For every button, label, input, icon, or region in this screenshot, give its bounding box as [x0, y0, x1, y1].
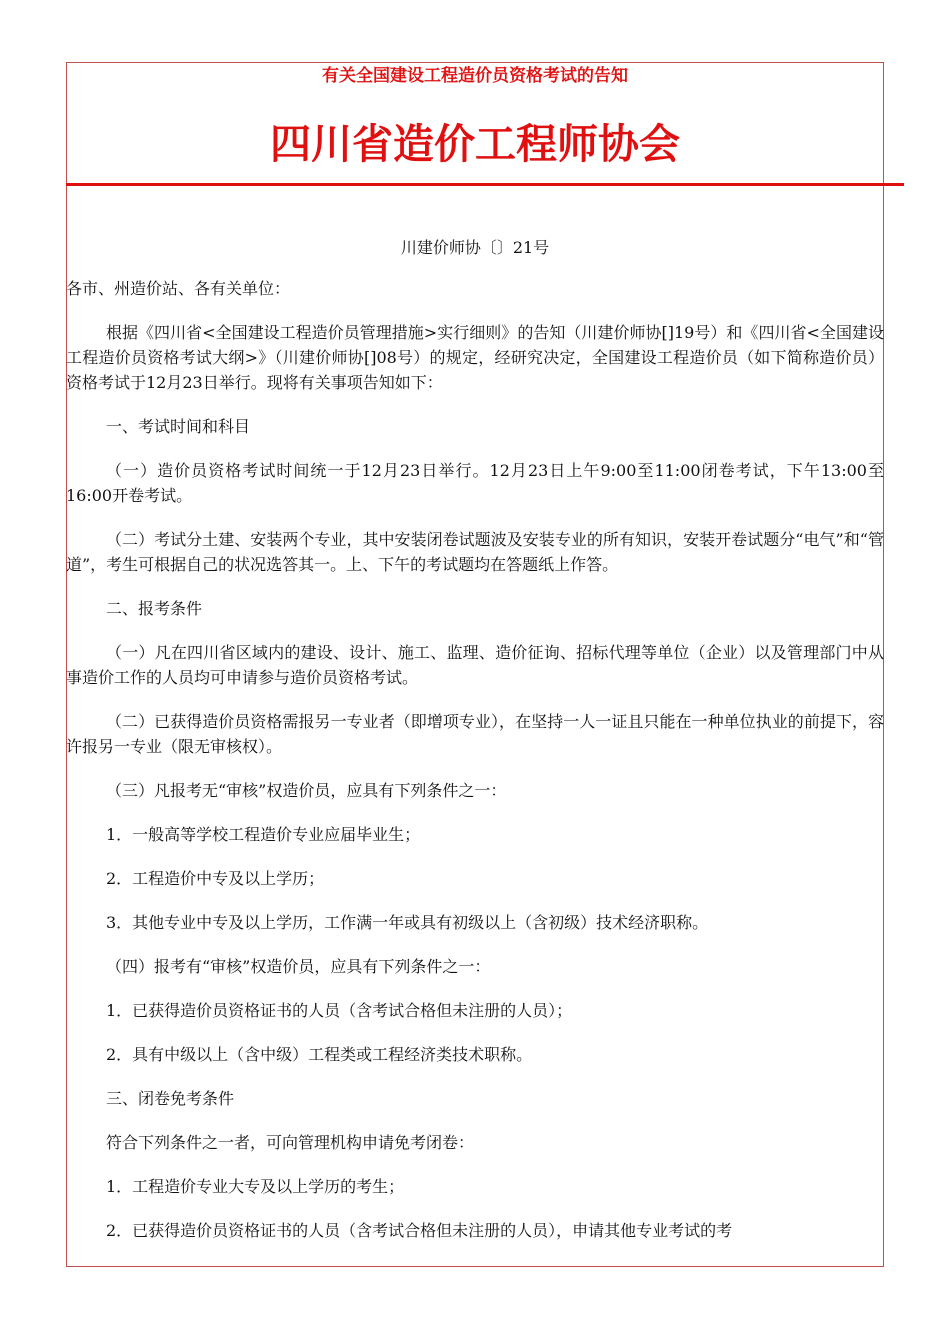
section-heading-eligibility: 二、报考条件: [106, 599, 203, 618]
red-divider-line: [66, 183, 904, 186]
paragraph-eligibility-4: （四）报考有“审核”权造价员，应具有下列条件之一：: [106, 957, 491, 976]
paragraph-intro: 根据《四川省<全国建设工程造价员管理措施>实行细则》的告知（川建价师协[]19号）和《四川省<全国建设工程造价员资格考试大纲>》（川建价师协[]08号）的规定，经研究决定，全国建设工程造价员（如下简称造价员）资格考试于12月23日举行。现将有关事项告知如下：: [66, 323, 884, 392]
paragraph-eligibility-1: （一）凡在四川省区域内的建设、设计、施工、监理、造价征询、招标代理等单位（企业）以及管理部门中从事造价工作的人员均可申请参与造价员资格考试。: [66, 643, 884, 687]
list-item: 2．工程造价中专及以上学历；: [106, 869, 325, 888]
paragraph-eligibility-3: （三）凡报考无“审核”权造价员，应具有下列条件之一：: [106, 781, 507, 800]
paragraph-exemption-intro: 符合下列条件之一者，可向管理机构申请免考闭卷：: [106, 1133, 475, 1152]
section-heading-exam-time: 一、考试时间和科目: [106, 417, 251, 436]
section-heading-exemption: 三、闭卷免考条件: [106, 1089, 235, 1108]
paragraph-eligibility-2: （二）已获得造价员资格需报另一专业者（即增项专业），在坚持一人一证且只能在一种单位执业的前提下，容许报另一专业（限无审核权）。: [66, 712, 884, 756]
list-item: 3．其他专业中专及以上学历，工作满一年或具有初级以上（含初级）技术经济职称。: [106, 913, 709, 932]
list-item: 1．已获得造价员资格证书的人员（含考试合格但未注册的人员）；: [106, 1001, 573, 1020]
organization-title: 四川省造价工程师协会: [270, 120, 680, 168]
document-body: [66, 276, 884, 1262]
list-item: 1．工程造价专业大专及以上学历的考生；: [106, 1177, 405, 1196]
paragraph-exam-schedule: （一）造价员资格考试时间统一于12月23日举行。12月23日上午9:00至11:00闭卷考试，下午13:00至16:00开卷考试。: [66, 461, 884, 505]
salutation: 各市、州造价站、各有关单位：: [66, 279, 291, 298]
document-number: 川建价师协〔〕21号: [400, 238, 550, 257]
paragraph-exam-subjects: （二）考试分土建、安装两个专业，其中安装闭卷试题波及安装专业的所有知识，安装开卷试题分“电气”和“管道”，考生可根据自己的状况选答其一。上、下午的考试题均在答题纸上作答。: [66, 530, 884, 574]
list-item: 2．具有中级以上（含中级）工程类或工程经济类技术职称。: [106, 1045, 533, 1064]
notice-title: 有关全国建设工程造价员资格考试的告知: [322, 66, 628, 86]
list-item: 1．一般高等学校工程造价专业应届毕业生；: [106, 825, 421, 844]
list-item: 2．已获得造价员资格证书的人员（含考试合格但未注册的人员），申请其他专业考试的考: [106, 1221, 733, 1240]
